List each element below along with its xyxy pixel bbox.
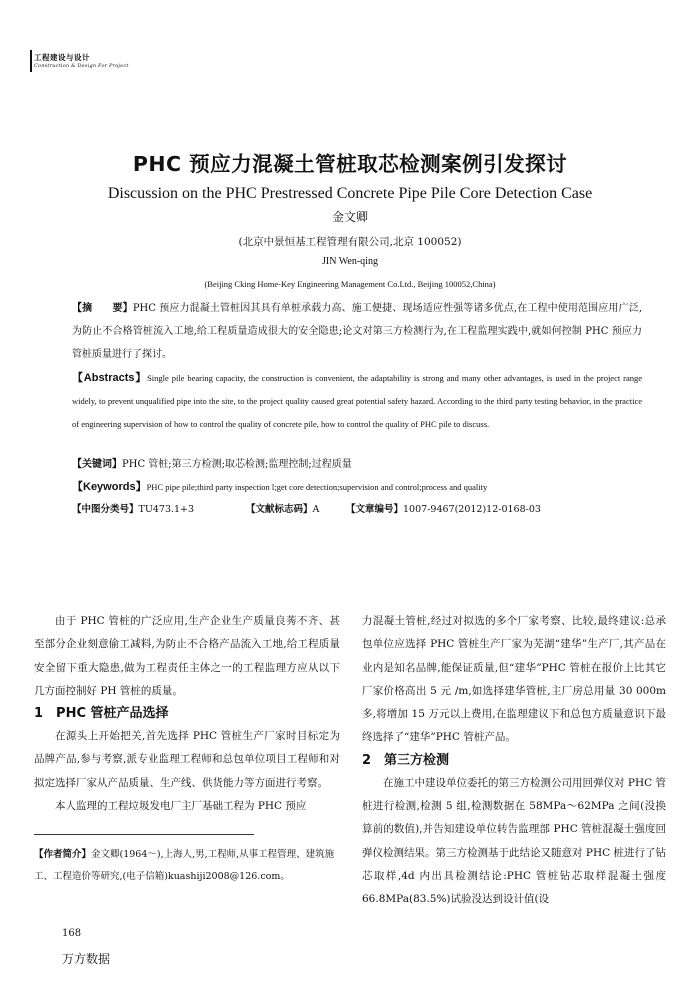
journal-marker-bar [30, 50, 32, 72]
intro-paragraph: 由于 PHC 管桩的广泛应用,生产企业生产质量良莠不齐、甚至部分企业刻意偷工减料,为防止不合格产品流入工地,给工程质量安全留下重大隐患,做为工程责任主体之一的工程监理方应从以下几方面控制好 PH 管桩的质量。 [34, 615, 340, 697]
keywords-chinese-text: PHC 管桩;第三方检测;取芯检测;监理控制;过程质量 [122, 459, 352, 470]
section-1-paragraph-1: 在源头上开始把关,首先选择 PHC 管桩生产厂家时目标定为品牌产品,参与考察,派专业监理工程师和总包单位项目工程师和对拟定选择厂家从产品质量、生产线、供货能力等方面进行考察。 [34, 730, 340, 789]
footnote-text: 金文卿(1964～),上海人,男,工程师,从事工程管理、建筑施工、工程造价等研究,(电子信箱)kuashiji2008@126.com。 [34, 849, 335, 882]
abstract-english-text: Single pile bearing capacity, the construction is convenient, the adaptability is strong and many other advantages, is used in the project range widely, to prevent unqualified pipe into the site, to the project quality caused great potential safety hazard. According to the third party testing behavior, in the practice of engineering supervision of how to control the quality of concrete pile, how to control the quality of PHC pile to discuss. [72, 373, 642, 429]
clc-label: 【中图分类号】 [72, 504, 139, 515]
continued-paragraph: 力混凝土管桩,经过对拟选的多个厂家考察、比较,最终建议:总承包单位应选择 PHC 管桩生产厂家为芜湖“建华”生产厂,其产品在业内是知名品牌,能保证质量,但“建华”PHC 管桩在报价上比其它厂家价格高出 5 元 /m,如选择建华管桩,主厂房总用量 30 000m 多,将增加 15 万元以上费用,在监理建议下和总包方质量意识下最终选择了“建华”PHC 管桩产品。 [362, 615, 666, 744]
article-number [346, 501, 541, 515]
author-name-english: JIN Wen-qing [322, 256, 378, 267]
section-1-heading: 1 PHC 管桩产品选择 [34, 706, 169, 722]
section-1-paragraph-2: 本人监理的工程垃圾发电厂主厂基础工程为 PHC 预应 [55, 800, 307, 813]
document-code-label: 【文献标志码】 [246, 504, 313, 515]
page-number: 168 [62, 928, 82, 939]
author-footnote [34, 844, 340, 888]
abstract-english-label: 【Abstracts】 [72, 372, 148, 384]
article-number-value: 1007-9467(2012)12-0168-03 [403, 504, 541, 515]
journal-subtitle: Construction & Design For Project [34, 63, 129, 69]
body-left-column [34, 610, 340, 818]
abstract-chinese-text: PHC 预应力混凝土管桩因其具有单桩承载力高、施工便捷、现场适应性强等诸多优点,在工程中使用范围应用广泛,为防止不合格管桩流入工地,给工程质量造成很大的安全隐患;论文对第三方检测行为,在工程监理实践中,就如何控制 PHC 预应力管桩质量进行了探讨。 [72, 303, 643, 360]
affiliation-chinese: (北京中景恒基工程管理有限公司,北京 100052) [238, 236, 462, 248]
keywords-english-text: PHC pipe pile;third party inspection l;get core detection;supervision and control;process and quality [146, 482, 488, 492]
clc-number [72, 501, 194, 515]
affiliation-english: (Beijing Cking Home-Key Engineering Management Co.Ltd., Beijing 100052,China) [204, 279, 496, 289]
abstract-english [72, 367, 642, 436]
keywords-chinese-label: 【关键词】 [72, 459, 122, 470]
journal-name: 工程建设与设计 [34, 53, 90, 62]
wanfang-watermark: 万方数据 [62, 952, 111, 966]
footnote-label: 【作者简介】 [34, 849, 92, 860]
body-right-column [362, 610, 666, 912]
document-code-value: A [312, 504, 320, 515]
author-name-chinese: 金文卿 [331, 210, 368, 224]
section-2-paragraph-1: 在施工中建设单位委托的第三方检测公司用回弹仪对 PHC 管桩进行检测,检测 5 组,检测数据在 58MPa～62MPa 之间(没换算前的数值),并告知建设单位转告监理部 PHC 管桩混凝土强度回弹仪检测结果。第三方检测基于此结论又随意对 PHC 桩进行了钻芯取样,4d 内出具检测结论:PHC 管桩钻芯取样混凝土强度 66.8MPa(83.5%)试验没达到设计值(设 [362, 776, 666, 906]
keywords-english [72, 478, 642, 494]
title-chinese: PHC 预应力混凝土管桩取芯检测案例引发探讨 [132, 152, 568, 176]
footnote-divider [34, 834, 254, 835]
keywords-english-label: 【Keywords】 [72, 481, 147, 493]
clc-value: TU473.1+3 [138, 504, 195, 515]
abstract-chinese-label: 【摘 要】 [72, 303, 133, 314]
keywords-chinese [72, 455, 642, 470]
article-number-label: 【文章编号】 [346, 504, 404, 515]
abstract-chinese [72, 297, 642, 366]
document-code [246, 501, 319, 515]
title-english: Discussion on the PHC Prestressed Concrete Pipe Pile Core Detection Case [107, 185, 593, 202]
section-2-heading: 2 第三方检测 [362, 752, 450, 768]
